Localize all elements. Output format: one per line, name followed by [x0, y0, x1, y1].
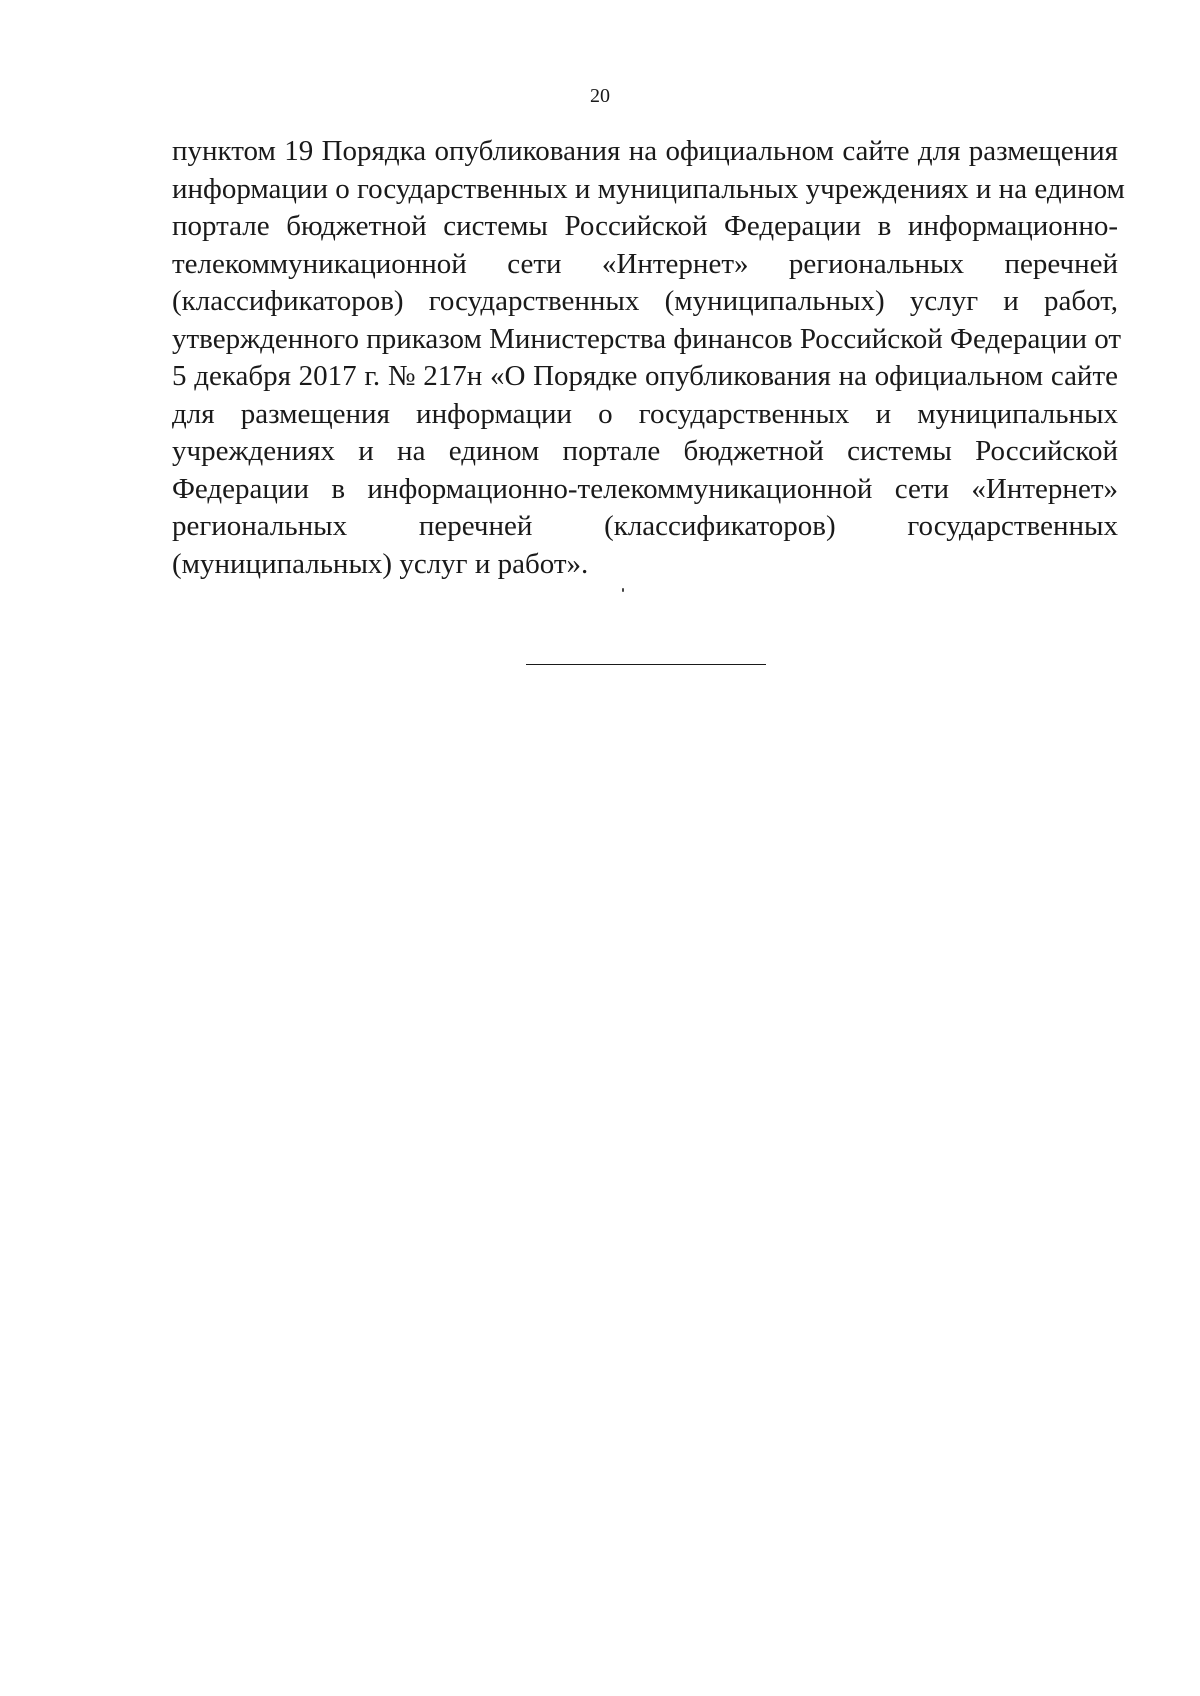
paragraph-line: Федерации в информационно-телекоммуникационной сети «Интернет» — [172, 472, 1118, 505]
paragraph-line: телекоммуникационной сети «Интернет» региональных перечней — [172, 247, 1118, 280]
scan-speck — [622, 588, 624, 592]
paragraph-line: утвержденного приказом Министерства финансов Российской Федерации от — [172, 322, 1122, 355]
paragraph-line: (классификаторов) государственных (муниципальных) услуг и работ, — [172, 285, 1118, 317]
end-of-document-rule — [526, 664, 766, 665]
paragraph-line: 5 декабря 2017 г. № 217н «О Порядке опубликования на официальном сайте — [172, 360, 1118, 392]
paragraph-line: портале бюджетной системы Российской Федерации в информационно- — [172, 210, 1118, 242]
body-paragraph — [172, 133, 1125, 583]
paragraph-line: учреждениях и на едином портале бюджетной системы Российской — [172, 435, 1118, 467]
paragraph-line: (муниципальных) услуг и работ». — [172, 547, 589, 580]
paragraph-line: региональных перечней (классификаторов) государственных — [172, 510, 1118, 542]
page-number: 20 — [590, 85, 610, 107]
paragraph-line: для размещения информации о государственных и муниципальных — [172, 397, 1118, 430]
paragraph-line: информации о государственных и муниципальных учреждениях и на едином — [172, 172, 1125, 205]
paragraph-line: пунктом 19 Порядка опубликования на официальном сайте для размещения — [172, 135, 1118, 167]
